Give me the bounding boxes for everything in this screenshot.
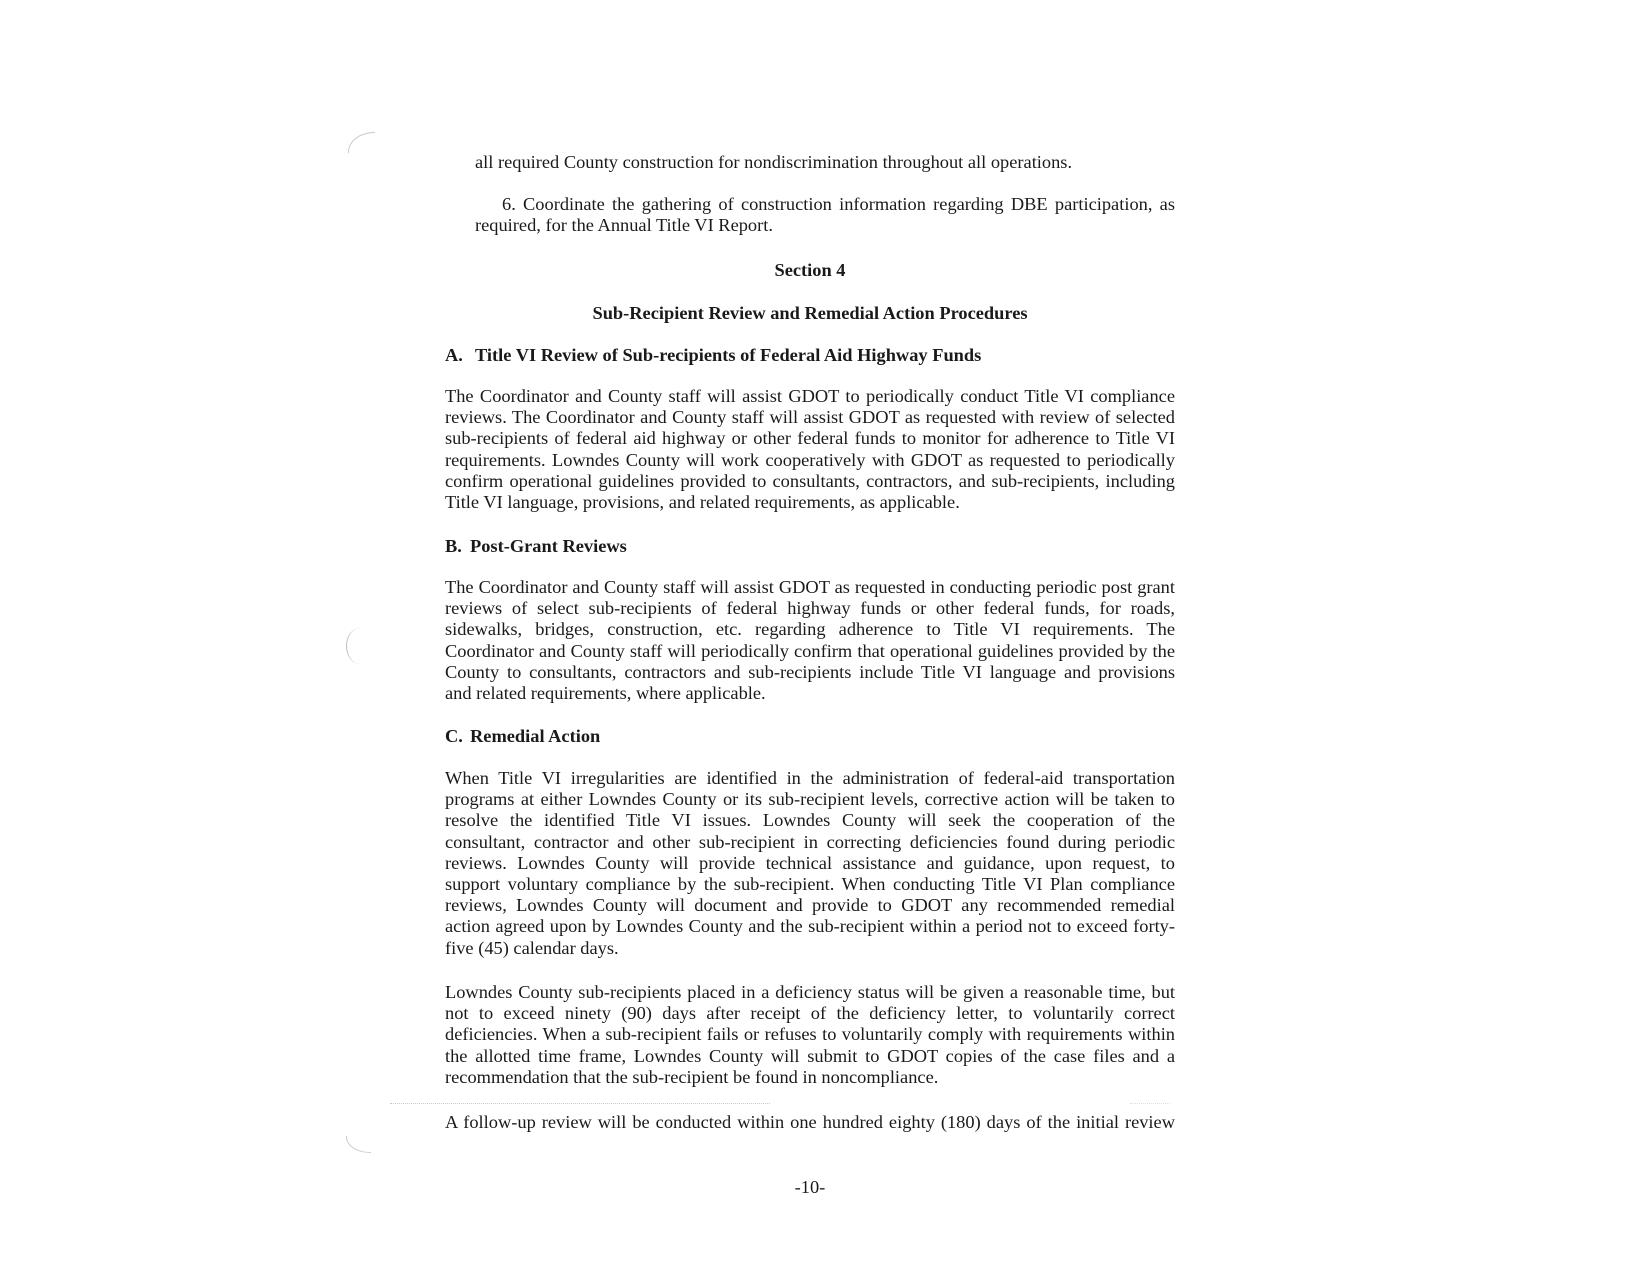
paragraph-line: programs at either Lowndes County or its sub-recipient levels, corrective action will be taken to	[445, 789, 1175, 810]
subsection-c-paragraph-1	[445, 768, 1175, 959]
subsection-c-title: Remedial Action	[470, 726, 601, 746]
scan-artifact-bottom-left	[346, 1136, 371, 1153]
paragraph-line: Coordinator and County staff will periodically confirm that operational guidelines provided by the	[445, 640, 1175, 661]
scan-artifact-top-left	[348, 132, 375, 153]
page-number: -10-	[794, 1177, 826, 1197]
paragraph-line: reviews of select sub-recipients of federal highway funds or other federal funds, for roads,	[445, 598, 1175, 619]
scan-artifact-dotted-line-right	[1130, 1103, 1170, 1104]
subsection-b-heading	[445, 535, 627, 557]
paragraph-line: requirements. Lowndes County will work cooperatively with GDOT as requested to periodically	[445, 449, 1175, 470]
subsection-b-title: Post-Grant Reviews	[470, 536, 627, 556]
subsection-a-title: Title VI Review of Sub-recipients of Federal Aid Highway Funds	[475, 345, 982, 365]
subsection-a-letter: A.	[445, 345, 463, 365]
paragraph-line: When Title VI irregularities are identified in the administration of federal-aid transportation	[445, 768, 1175, 788]
paragraph-line: Lowndes County sub-recipients placed in a deficiency status will be given a reasonable time, but	[445, 982, 1175, 1002]
paragraph-line: reviews, Lowndes County will document and provide to GDOT any recommended remedial	[445, 895, 1175, 916]
paragraph-line: consultant, contractor and other sub-recipient in correcting deficiencies found during periodic	[445, 831, 1175, 852]
subsection-b-paragraph	[445, 577, 1175, 704]
continuation-line: all required County construction for nondiscrimination throughout all operations.	[475, 152, 1073, 172]
paragraph-line: sidewalks, bridges, construction, etc. regarding adherence to Title VI requirements. The	[445, 619, 1175, 640]
subsection-a-paragraph	[445, 386, 1175, 513]
paragraph-line: five (45) calendar days.	[445, 937, 619, 958]
paragraph-line: reviews. Lowndes County will provide technical assistance and guidance, upon request, to	[445, 852, 1175, 873]
paragraph-line: sub-recipients of federal aid highway or other federal funds to monitor for adherence to Title VI	[445, 428, 1175, 449]
paragraph-line: action agreed upon by Lowndes County and the sub-recipient within a period not to exceed forty-	[445, 916, 1175, 937]
paragraph-line: reviews. The Coordinator and County staff will assist GDOT as requested with review of selected	[445, 407, 1175, 428]
subsection-c-paragraph-3	[445, 1112, 1175, 1133]
paragraph-line: deficiencies. When a sub-recipient fails or refuses to voluntarily comply with requirements within	[445, 1024, 1175, 1045]
section-title: Sub-Recipient Review and Remedial Action Procedures	[592, 303, 1028, 323]
paragraph-line: confirm operational guidelines provided to consultants, contractors, and sub-recipients, including	[445, 470, 1175, 491]
paragraph-line: The Coordinator and County staff will assist GDOT to periodically conduct Title VI compliance	[445, 386, 1175, 406]
section-label: Section 4	[774, 260, 846, 280]
list-item-6-line-1: 6. Coordinate the gathering of construction information regarding DBE participation, as	[502, 194, 1175, 214]
paragraph-line: support voluntary compliance by the sub-recipient. When conducting Title VI Plan compliance	[445, 874, 1175, 895]
subsection-b-letter: B.	[445, 536, 462, 556]
paragraph-line: resolve the identified Title VI issues. Lowndes County will seek the cooperation of the	[445, 810, 1175, 831]
paragraph-line: the allotted time frame, Lowndes County will submit to GDOT copies of the case files and a	[445, 1045, 1175, 1066]
subsection-c-heading	[445, 725, 600, 747]
scan-artifact-dotted-line	[390, 1103, 770, 1104]
list-item-6-line-2: required, for the Annual Title VI Report.	[475, 215, 773, 236]
paragraph-line: Title VI language, provisions, and related requirements, as applicable.	[445, 492, 960, 513]
list-item-6	[445, 194, 1175, 236]
subsection-a-heading	[445, 344, 981, 366]
paragraph-line: The Coordinator and County staff will assist GDOT as requested in conducting periodic post grant	[445, 577, 1175, 597]
paragraph-line: and related requirements, where applicable.	[445, 683, 766, 704]
paragraph-line: recommendation that the sub-recipient be found in noncompliance.	[445, 1066, 939, 1087]
paragraph-line: A follow-up review will be conducted within one hundred eighty (180) days of the initial review	[445, 1112, 1175, 1132]
subsection-c-letter: C.	[445, 726, 463, 746]
paragraph-line: not to exceed ninety (90) days after receipt of the deficiency letter, to voluntarily correct	[445, 1003, 1175, 1024]
scan-artifact-middle-left	[346, 628, 361, 664]
paragraph-line: County to consultants, contractors and sub-recipients include Title VI language and provisions	[445, 661, 1175, 682]
subsection-c-paragraph-2	[445, 982, 1175, 1088]
